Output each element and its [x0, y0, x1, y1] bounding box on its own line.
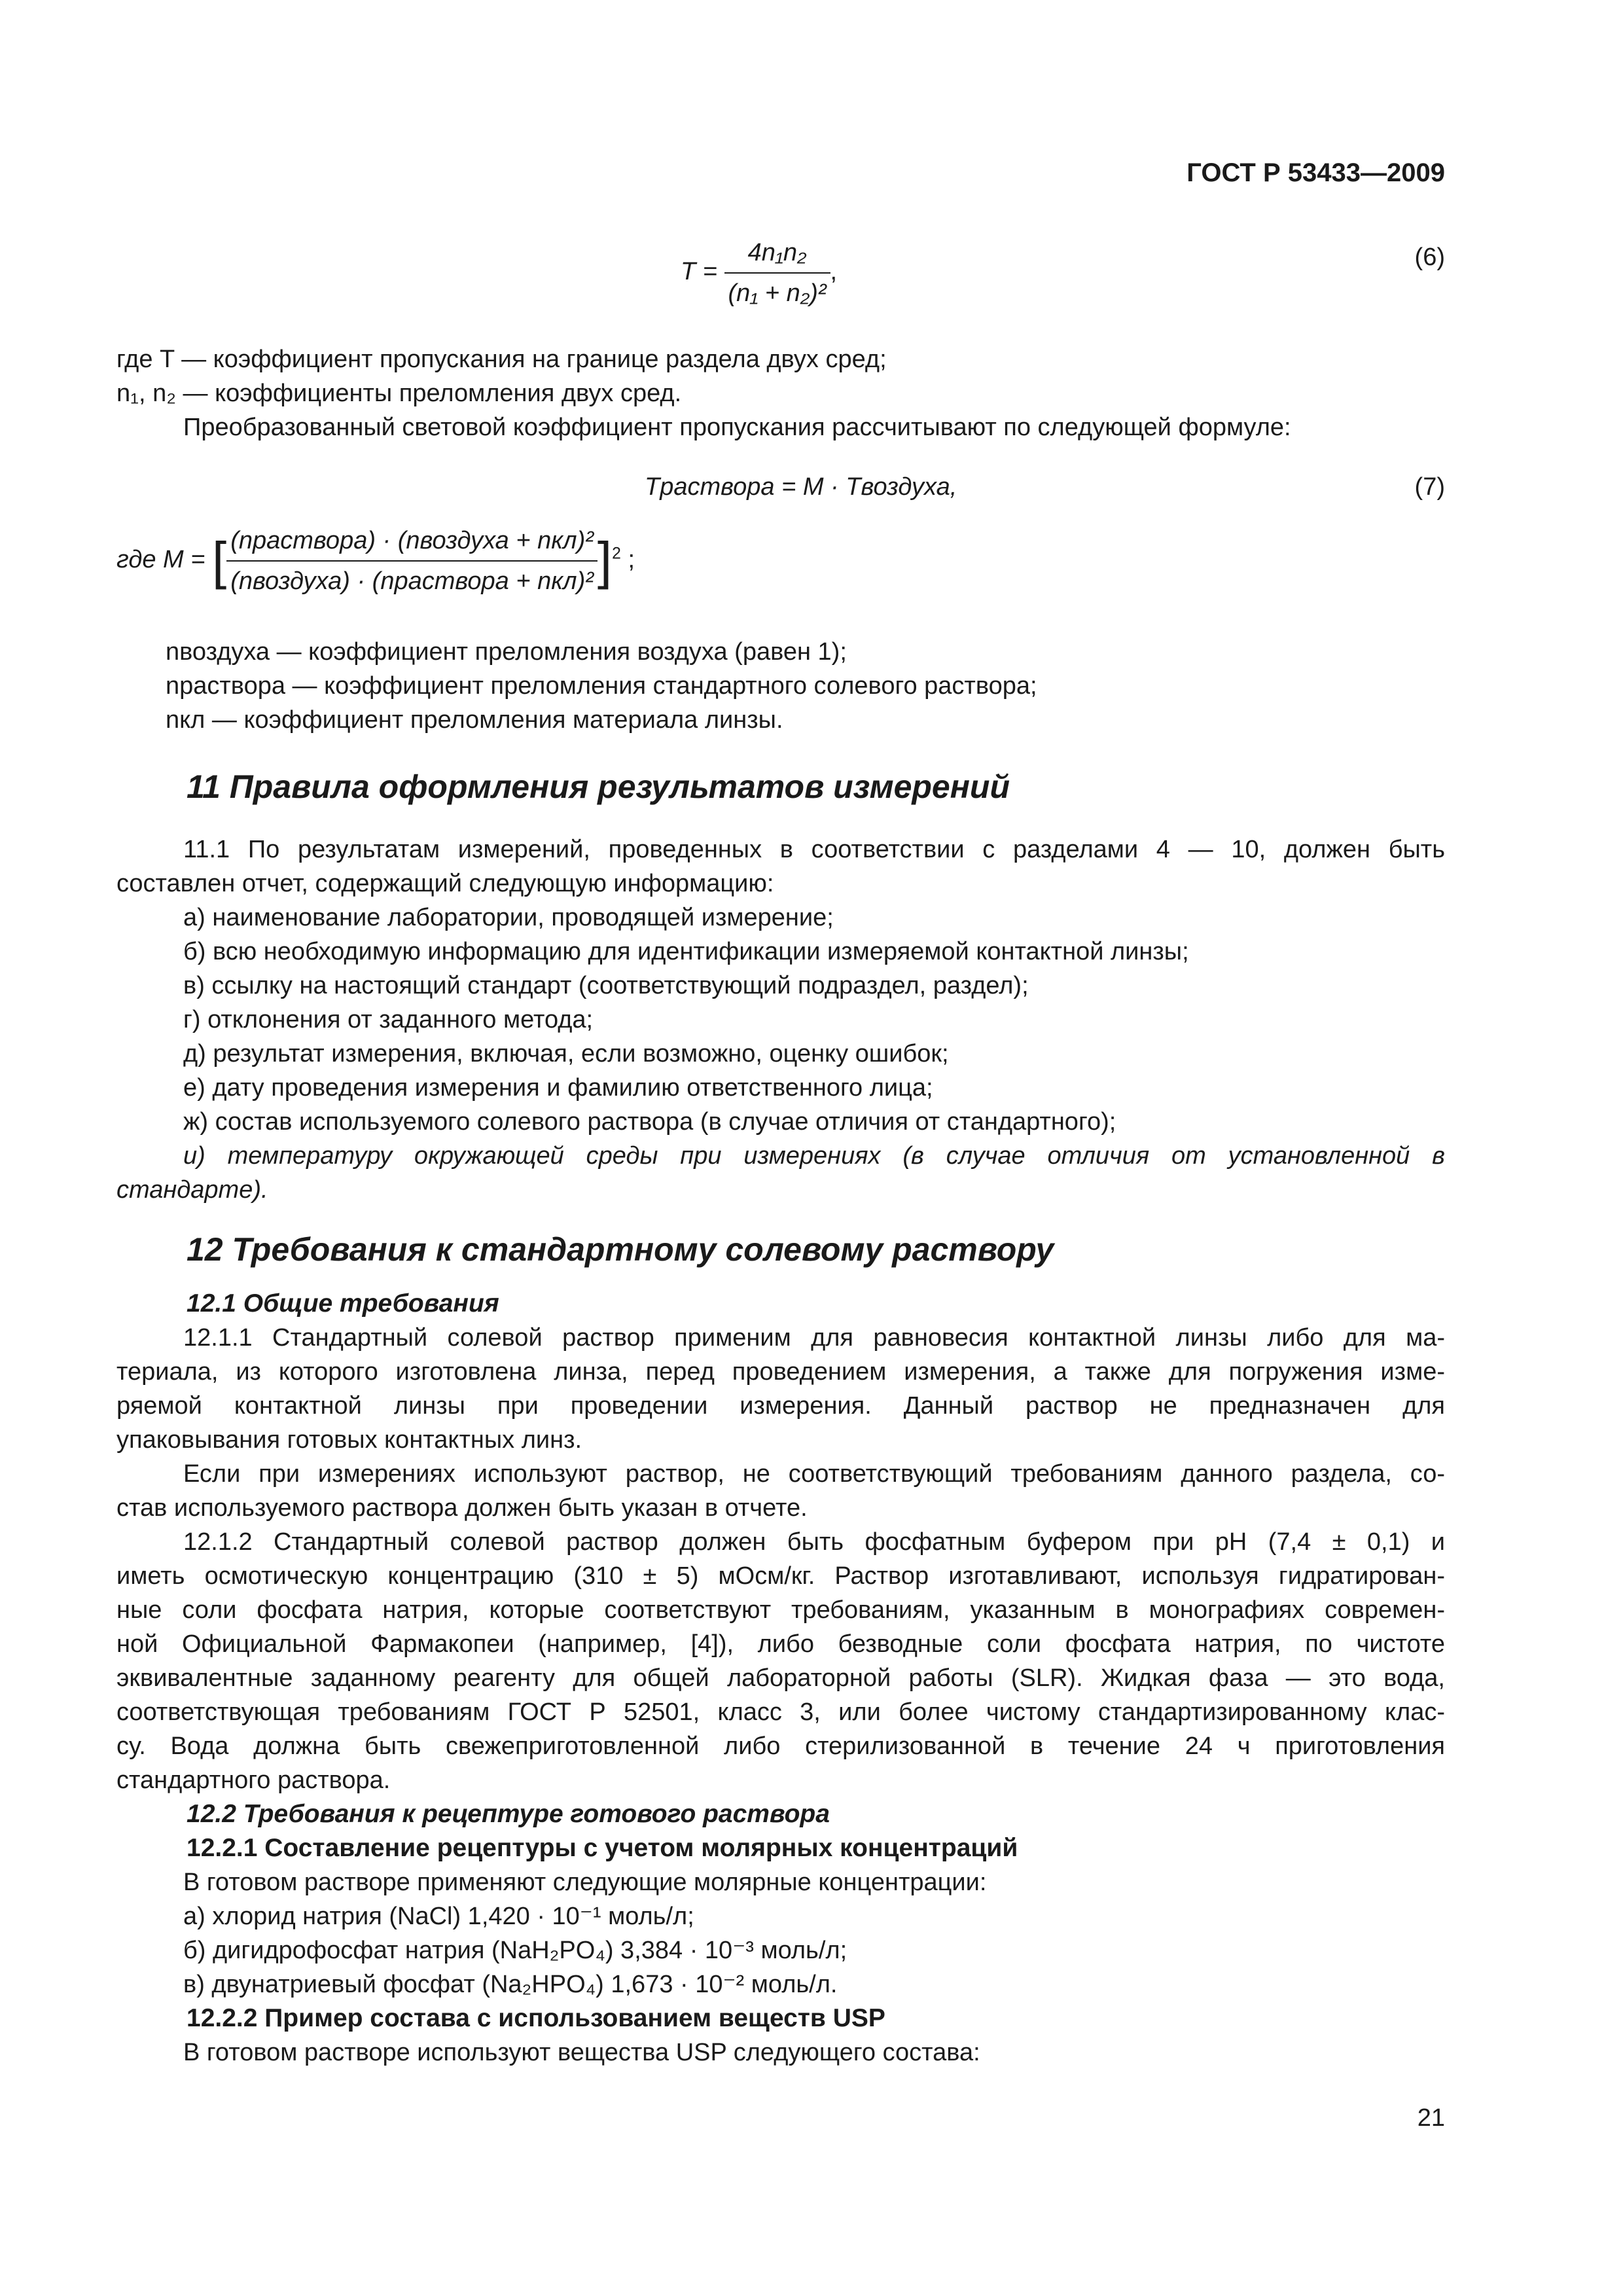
- text-line: ной Официальной Фармакопеи (например, [4]), либо безводные соли фосфата натрия, по чистоте: [116, 1630, 1445, 1658]
- formula-m-fraction: [226, 524, 597, 598]
- subsection-12-2-1-title: 12.2.1 Составление рецептуры с учетом молярных концентраций: [187, 1834, 1018, 1862]
- list-item: б) всю необходимую информацию для идентификации измеряемой контактной линзы;: [183, 938, 1189, 965]
- formula-6-fraction: [724, 236, 830, 310]
- list-item: д) результат измерения, включая, если возможно, оценку ошибок;: [183, 1040, 949, 1067]
- bracket-open: [: [211, 531, 227, 590]
- list-item: г) отклонения от заданного метода;: [183, 1006, 594, 1033]
- text-line: Если при измерениях используют раствор, не соответствующий требованиям данного раздела, со-: [183, 1460, 1445, 1488]
- text-line: эквивалентные заданному реагенту для общей лабораторной работы (SLR). Жидкая фаза — это вода,: [116, 1664, 1445, 1692]
- subsection-12-2-title: 12.2 Требования к рецептуре готового раствора: [187, 1800, 830, 1828]
- equation-number-6: (6): [1414, 243, 1445, 271]
- text-line: В готовом растворе используют вещества USP следующего состава:: [183, 2039, 980, 2066]
- document-header: ГОСТ Р 53433—2009: [1186, 158, 1445, 187]
- text-line: су. Вода должна быть свежеприготовленной либо стерилизованной в течение 24 ч приготовления: [116, 1732, 1445, 1760]
- list-item: е) дату проведения измерения и фамилию ответственного лица;: [183, 1074, 933, 1102]
- section-11-title: 11 Правила оформления результатов измерений: [187, 768, 1010, 805]
- formula-m-denominator: (nвоздуха) · (nраствора + nкл)²: [230, 567, 594, 595]
- formula-6-numerator: 4n₁n₂: [724, 236, 830, 274]
- definition-line: nраствора — коэффициент преломления стандартного солевого раствора;: [166, 672, 1037, 700]
- formula-6-tail: ,: [830, 258, 838, 286]
- text-line: где T — коэффициент пропускания на границе раздела двух сред;: [116, 346, 887, 373]
- text-line: 12.1.2 Стандартный солевой раствор должен быть фосфатным буфером при pH (7,4 ± 0,1) и: [183, 1528, 1445, 1556]
- text-line: став используемого раствора должен быть указан в отчете.: [116, 1494, 808, 1522]
- bracket-close: ]: [597, 531, 613, 590]
- text-line: иметь осмотическую концентрацию (310 ± 5) мОсм/кг. Раствор изготавливают, используя гидратирован-: [116, 1562, 1445, 1590]
- text-line: составлен отчет, содержащий следующую информацию:: [116, 870, 774, 897]
- formula-m-numerator: (nраствора) · (nвоздуха + nкл)²: [226, 524, 597, 562]
- text-line: 12.1.1 Стандартный солевой раствор применим для равновесия контактной линзы либо для ма-: [183, 1324, 1445, 1352]
- text-line: n₁, n₂ — коэффициенты преломления двух сред.: [116, 380, 682, 407]
- list-item: а) наименование лаборатории, проводящей измерение;: [183, 904, 834, 931]
- text-line: 11.1 По результатам измерений, проведенных в соответствии с разделами 4 — 10, должен быть: [183, 836, 1445, 863]
- section-12-title: 12 Требования к стандартному солевому раствору: [187, 1231, 1054, 1268]
- definition-line: nкл — коэффициент преломления материала линзы.: [166, 706, 783, 734]
- list-item: б) дигидрофосфат натрия (NaH₂PO₄) 3,384 · 10⁻³ моль/л;: [183, 1937, 847, 1964]
- formula-6-denominator: (n₁ + n₂)²: [728, 279, 827, 307]
- list-item: а) хлорид натрия (NaCl) 1,420 · 10⁻¹ моль/л;: [183, 1903, 694, 1930]
- list-item: и) температуру окружающей среды при измерениях (в случае отличия от установленной в: [183, 1142, 1445, 1170]
- list-item: ж) состав используемого солевого раствора (в случае отличия от стандартного);: [183, 1108, 1116, 1136]
- subsection-12-2-2-title: 12.2.2 Пример состава с использованием веществ USP: [187, 2004, 885, 2032]
- formula-m-lhs: где M =: [116, 546, 205, 574]
- formula-m-tail: ;: [628, 546, 635, 574]
- text-line: териала, из которого изготовлена линза, перед проведением измерения, а также для погружения изме-: [116, 1358, 1445, 1386]
- formula-6-lhs: T =: [681, 258, 717, 286]
- text-line: соответствующая требованиям ГОСТ Р 52501, класс 3, или более чистому стандартизированному клас-: [116, 1698, 1445, 1726]
- text-line: упаковывания готовых контактных линз.: [116, 1426, 582, 1454]
- formula-7: Tраствора = M · Tвоздуха,: [645, 473, 957, 501]
- list-item: в) ссылку на настоящий стандарт (соответствующий подраздел, раздел);: [183, 972, 1029, 999]
- page-number: 21: [1417, 2104, 1445, 2132]
- text-line: ряемой контактной линзы при проведении измерения. Данный раствор не предназначен для: [116, 1392, 1445, 1420]
- text-line: стандартного раствора.: [116, 1767, 391, 1794]
- text-line: Преобразованный световой коэффициент пропускания рассчитывают по следующей формуле:: [183, 414, 1291, 441]
- equation-number-7: (7): [1414, 473, 1445, 501]
- list-item: в) двунатриевый фосфат (Na₂HPO₄) 1,673 · 10⁻² моль/л.: [183, 1971, 838, 1998]
- text-line: ные соли фосфата натрия, которые соответствуют требованиям, указанным в монографиях современ-: [116, 1596, 1445, 1624]
- formula-m-power: 2: [612, 545, 621, 563]
- definition-line: nвоздуха — коэффициент преломления воздуха (равен 1);: [166, 638, 847, 666]
- text-line: В готовом растворе применяют следующие молярные концентрации:: [183, 1869, 987, 1896]
- text-line: стандарте).: [116, 1176, 268, 1204]
- formula-m: [116, 524, 635, 598]
- formula-6: [681, 236, 837, 310]
- subsection-12-1-title: 12.1 Общие требования: [187, 1289, 499, 1318]
